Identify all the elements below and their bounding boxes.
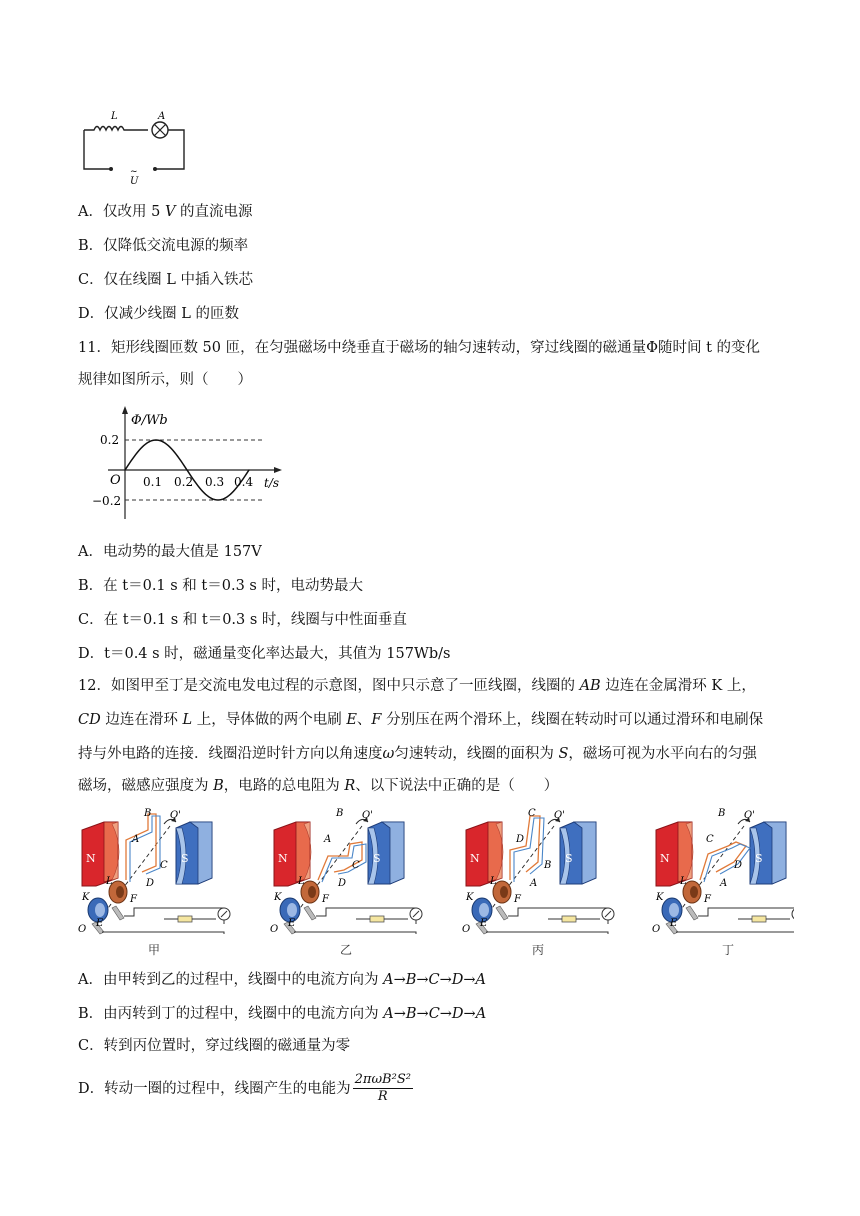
x-axis-arrow <box>274 467 282 473</box>
figure-label: O <box>78 924 87 935</box>
circuit-wire <box>316 908 416 924</box>
flux-data-point <box>124 469 125 470</box>
magnet-s-label: S <box>755 852 763 865</box>
generator-panel <box>270 808 422 957</box>
figure-label: C <box>528 808 536 819</box>
figure-label: D <box>516 834 525 845</box>
figure-label: B <box>336 808 344 819</box>
figure-caption: 丙 <box>532 943 545 957</box>
q12-option-d: D． 转动一圈的过程中，线圈产生的电能为 2πωB²S² R <box>78 1072 411 1104</box>
q10-option-b: B．仅降低交流电源的频率 <box>78 238 249 254</box>
figure-label: C <box>352 860 360 871</box>
x-tick-label: 0.1 <box>143 475 163 489</box>
figure-label: L <box>106 876 113 887</box>
figure-label: O <box>462 924 471 935</box>
q11-stem-line2: 规律如图所示，则（ ） <box>78 372 252 388</box>
figure-label: D <box>734 860 743 871</box>
label-L: L <box>111 111 118 122</box>
figure-label: L <box>298 876 305 887</box>
q11-stem-line1: 11．矩形线圈匝数 50 匝，在匀强磁场中绕垂直于磁场的轴匀速转动，穿过线圈的磁通量Φ随时间 t 的变化 <box>78 340 761 356</box>
figure-label: O <box>652 924 661 935</box>
flux-data-point <box>217 499 218 500</box>
flux-data-point <box>171 448 172 449</box>
figure-label: K <box>82 892 90 903</box>
circuit-wire <box>124 908 224 924</box>
figure-label: K <box>274 892 282 903</box>
flux-data-point <box>155 439 156 440</box>
label-U: U <box>130 176 139 187</box>
y-axis-label: Φ/Wb <box>131 413 168 428</box>
generator-figures <box>74 806 794 962</box>
terminal-dot <box>153 167 157 171</box>
y-tick-label-top: 0.2 <box>100 433 120 447</box>
generator-figures-svg <box>74 806 794 962</box>
circuit-figure <box>78 108 198 188</box>
figure-label: F <box>514 894 521 905</box>
flux-data-point <box>202 491 203 492</box>
q11-option-b: B．在 t＝0.1 s 和 t＝0.3 s 时，电动势最大 <box>78 578 363 594</box>
magnet-n-label: N <box>660 852 670 865</box>
x-tick-label: 0.3 <box>205 475 225 489</box>
q12-stem-line2: CD 边连在滑环 L 上，导体做的两个电刷 E、F 分别压在两个滑环上，线圈在转动时可以通过滑环和电刷保 <box>78 712 764 728</box>
resistor <box>178 916 192 922</box>
figure-caption: 丁 <box>722 943 735 957</box>
origin-label: O <box>110 473 121 488</box>
brush-f <box>496 906 508 920</box>
figure-label: F <box>322 894 329 905</box>
inductor-coil <box>84 127 148 131</box>
figure-label: K <box>466 892 474 903</box>
magnet-n-label: N <box>278 852 288 865</box>
generator-panel <box>652 808 794 957</box>
figure-label: O' <box>170 810 181 821</box>
figure-label: D <box>338 878 347 889</box>
figure-label: E <box>670 918 678 929</box>
figure-label: A <box>324 834 332 845</box>
q12-stem-line3: 持与外电路的连接．线圈沿逆时针方向以角速度ω匀速转动，线圈的面积为 S，磁场可视为水平向右的匀强 <box>78 746 757 762</box>
fraction-denominator: R <box>377 1089 388 1104</box>
q12-stem-line1: 12．如图甲至丁是交流电发电过程的示意图，图中只示意了一匝线圈，线圈的 AB 边连在金属滑环 K 上， <box>78 678 756 694</box>
figure-label: A <box>530 878 538 889</box>
figure-label: O' <box>744 810 755 821</box>
figure-label: B <box>144 808 152 819</box>
generator-panel <box>78 808 230 957</box>
x-axis-label: t/s <box>264 476 280 490</box>
circuit-diagram <box>78 108 198 188</box>
figure-label: A <box>132 834 140 845</box>
flux-data-point <box>233 491 234 492</box>
flux-data-point <box>186 469 187 470</box>
meter <box>792 908 794 920</box>
circuit-wire <box>508 908 608 924</box>
resistor <box>752 916 766 922</box>
flux-data-point <box>140 448 141 449</box>
flux-chart-svg <box>78 404 288 524</box>
q10-option-c: C．仅在线圈 L 中插入铁芯 <box>78 272 253 288</box>
q12-stem-line4: 磁场，磁感应强度为 B，电路的总电阻为 R、以下说法中正确的是（ ） <box>78 778 559 794</box>
magnet-s-label: S <box>373 852 381 865</box>
figure-label: E <box>480 918 488 929</box>
figure-caption: 乙 <box>340 943 353 957</box>
figure-caption: 甲 <box>148 943 161 957</box>
figure-label: F <box>130 894 137 905</box>
figure-label: B <box>718 808 726 819</box>
figure-label: O' <box>362 810 373 821</box>
x-tick-label: 0.2 <box>174 475 194 489</box>
flux-chart <box>78 404 288 524</box>
brush-f <box>304 906 316 920</box>
y-tick-label-bottom: −0.2 <box>92 494 122 508</box>
magnet-n-label: N <box>470 852 480 865</box>
brush-f <box>112 906 124 920</box>
label-A: A <box>158 111 166 122</box>
figure-label: F <box>704 894 711 905</box>
resistor <box>562 916 576 922</box>
terminal-dot <box>109 167 113 171</box>
q12-option-b: B．由丙转到丁的过程中，线圈中的电流方向为 A→B→C→D→A <box>78 1006 487 1022</box>
label-U-mark: ~ <box>130 167 138 177</box>
resistor <box>370 916 384 922</box>
q10-option-d: D．仅减少线圈 L 的匝数 <box>78 306 239 322</box>
q12-option-c: C．转到丙位置时，穿过线圈的磁通量为零 <box>78 1038 351 1054</box>
q11-option-d: D．t＝0.4 s 时，磁通量变化率达最大，其值为 157Wb/s <box>78 646 451 662</box>
circuit-wire <box>698 908 794 924</box>
generator-panel <box>462 808 614 957</box>
figure-label: E <box>96 918 104 929</box>
figure-label: A <box>720 878 728 889</box>
y-axis-arrow <box>122 406 128 414</box>
q10-option-a: A．仅改用 5 V 的直流电源 <box>78 204 253 220</box>
magnet-s-label: S <box>181 852 189 865</box>
x-tick-label: 0.4 <box>234 475 254 489</box>
brush-f <box>686 906 698 920</box>
figure-label: O <box>270 924 279 935</box>
figure-label: C <box>706 834 714 845</box>
figure-label: L <box>680 876 687 887</box>
figure-label: O' <box>554 810 565 821</box>
magnet-s-label: S <box>565 852 573 865</box>
figure-label: E <box>288 918 296 929</box>
q11-option-a: A．电动势的最大值是 157V <box>78 544 262 560</box>
figure-label: D <box>146 878 155 889</box>
figure-label: L <box>490 876 497 887</box>
figure-label: B <box>544 860 552 871</box>
magnet-n-label: N <box>86 852 96 865</box>
fraction-numerator: 2πωB²S² <box>354 1072 411 1087</box>
q11-option-c: C．在 t＝0.1 s 和 t＝0.3 s 时，线圈与中性面垂直 <box>78 612 407 628</box>
figure-label: C <box>160 860 168 871</box>
flux-data-point <box>248 469 249 470</box>
energy-fraction <box>353 1072 413 1105</box>
q12-option-a: A．由甲转到乙的过程中，线圈中的电流方向为 A→B→C→D→A <box>78 972 487 988</box>
figure-label: K <box>656 892 664 903</box>
